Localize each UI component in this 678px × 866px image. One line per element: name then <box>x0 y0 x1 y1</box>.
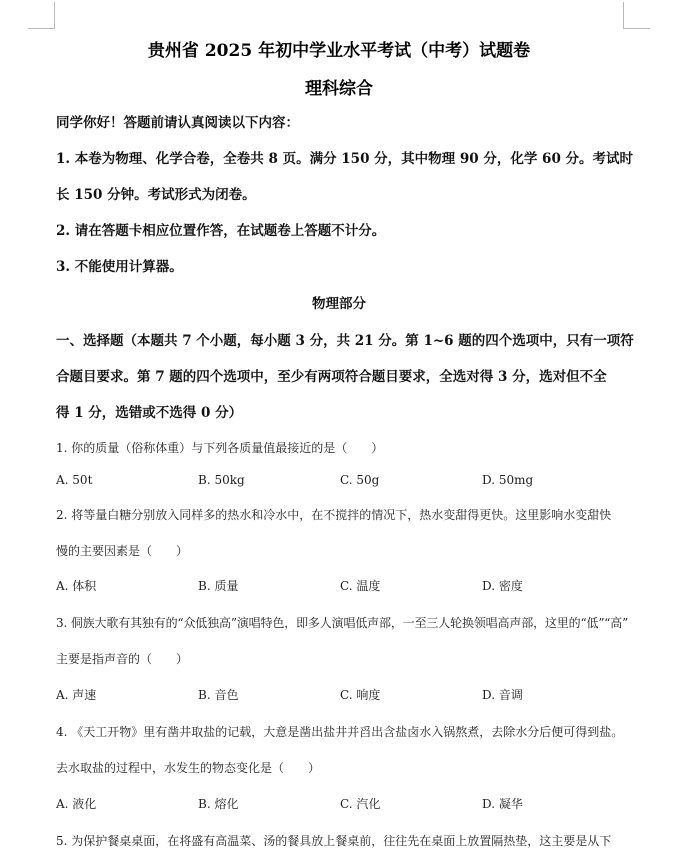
question-3-option-c: C. 响度 <box>340 688 381 702</box>
exam-subtitle: 理科综合 <box>305 79 373 99</box>
instruction-line: 2. 请在答题卡相应位置作答，在试题卷上答题不计分。 <box>56 223 386 239</box>
question-4-option-c: C. 汽化 <box>340 797 381 811</box>
part-heading-line: 得 1 分，选错或不选得 0 分） <box>56 405 243 421</box>
greeting: 同学你好！答题前请认真阅读以下内容： <box>56 115 299 131</box>
question-2-option-c: C. 温度 <box>340 579 381 593</box>
question-2-text: 2. 将等量白糖分别放入同样多的热水和冷水中，在不搅拌的情况下，热水变甜得更快。这里影响水变甜快 <box>56 508 612 522</box>
crop-mark-top-right <box>623 2 650 29</box>
exam-title: 贵州省 2025 年初中学业水平考试（中考）试题卷 <box>147 41 531 61</box>
question-1-text: 1. 你的质量（俗称体重）与下列各质量值最接近的是（ ） <box>56 441 384 455</box>
question-2-option-d: D. 密度 <box>482 579 523 593</box>
question-4-text: 去水取盐的过程中，水发生的物态变化是（ ） <box>56 761 321 775</box>
crop-mark-top-left <box>28 2 55 29</box>
section-title: 物理部分 <box>312 296 366 312</box>
question-2-text: 慢的主要因素是（ ） <box>56 544 189 558</box>
instruction-line: 长 150 分钟。考试形式为闭卷。 <box>56 187 256 203</box>
instruction-line: 1. 本卷为物理、化学合卷，全卷共 8 页。满分 150 分，其中物理 90 分，化学 60 分。考试时 <box>56 151 634 167</box>
question-5-text: 5. 为保护餐桌桌面，在将盛有高温菜、汤的餐具放上餐桌前，往往先在桌面上放置隔热垫，这主要是从下 <box>56 834 612 848</box>
question-3-option-d: D. 音调 <box>482 688 523 702</box>
question-1-option-d: D. 50mg <box>482 473 534 487</box>
question-1-option-c: C. 50g <box>340 473 380 487</box>
question-3-text: 主要是指声音的（ ） <box>56 652 189 666</box>
question-2-option-b: B. 质量 <box>198 579 239 593</box>
part-heading-line: 一、选择题（本题共 7 个小题，每小题 3 分，共 21 分。第 1~6 题的四个选项中，只有一项符 <box>56 333 634 349</box>
question-3-option-b: B. 音色 <box>198 688 239 702</box>
question-1-option-b: B. 50kg <box>198 473 245 487</box>
question-4-option-a: A. 液化 <box>56 797 97 811</box>
question-1-option-a: A. 50t <box>56 473 93 487</box>
question-3-text: 3. 侗族大歌有其独有的“众低独高”演唱特色，即多人演唱低声部，一至三人轮换领唱高声部，这里的“低”“高” <box>56 616 629 630</box>
question-4-option-b: B. 熔化 <box>198 797 239 811</box>
question-4-text: 4. 《天工开物》里有凿井取盐的记载，大意是凿出盐井并舀出含盐卤水入锅熬煮，去除水分后便可得到盐。 <box>56 725 624 739</box>
question-3-option-a: A. 声速 <box>56 688 97 702</box>
question-4-option-d: D. 凝华 <box>482 797 523 811</box>
question-2-option-a: A. 体积 <box>56 579 97 593</box>
part-heading-line: 合题目要求。第 7 题的四个选项中，至少有两项符合题目要求，全选对得 3 分，选对但不全 <box>56 369 607 385</box>
instruction-line: 3. 不能使用计算器。 <box>56 259 183 275</box>
